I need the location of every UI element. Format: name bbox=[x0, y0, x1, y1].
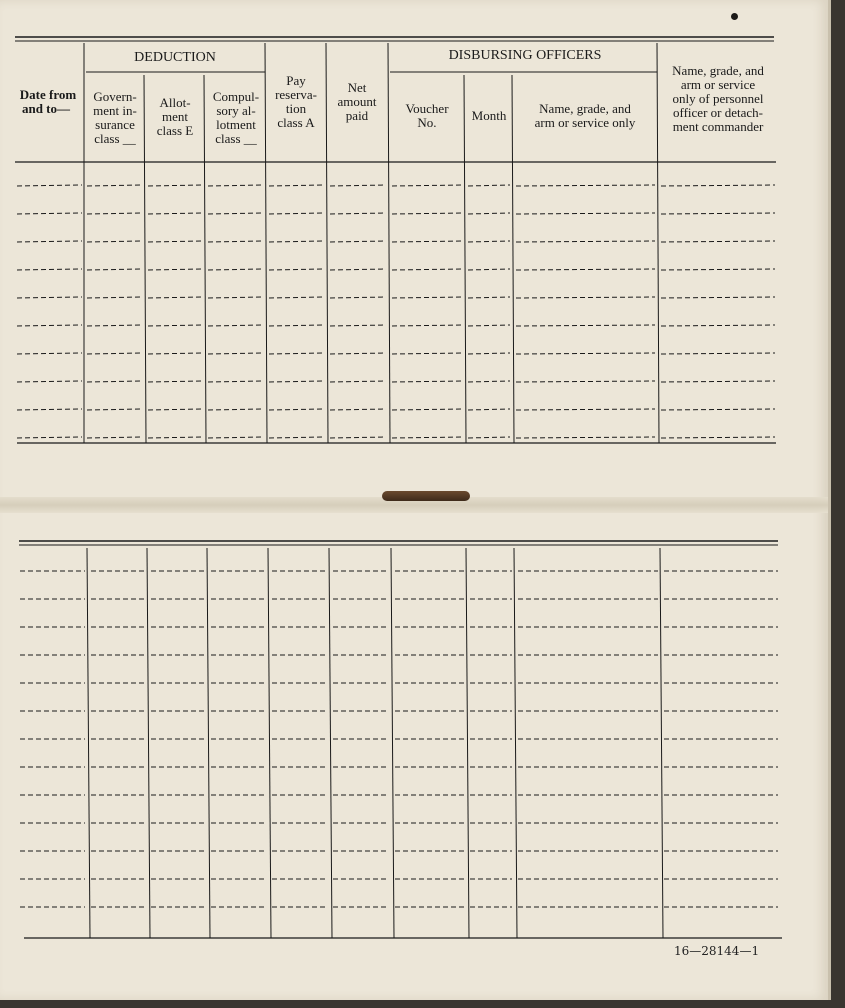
dashed-row-line bbox=[516, 213, 655, 214]
dashed-row-line bbox=[87, 325, 142, 326]
dashed-row-line bbox=[87, 297, 142, 298]
dashed-row-line bbox=[330, 381, 386, 382]
gov-ins-header-2: ment in- bbox=[93, 103, 137, 118]
top-dashed-rows bbox=[17, 185, 775, 438]
dashed-row-line bbox=[516, 241, 655, 242]
deduction-group-label: DEDUCTION bbox=[134, 50, 216, 65]
disb-name-header-2: arm or service only bbox=[534, 115, 636, 130]
personnel-header-4: officer or detach- bbox=[673, 105, 763, 120]
dashed-row-line bbox=[269, 213, 324, 214]
dashed-row-line bbox=[87, 269, 142, 270]
dashed-row-line bbox=[392, 269, 462, 270]
dashed-row-line bbox=[392, 241, 462, 242]
dashed-row-line bbox=[330, 353, 386, 354]
dashed-row-line bbox=[468, 381, 510, 382]
dashed-row-line bbox=[661, 297, 775, 298]
pay-res-header-1: Pay bbox=[286, 73, 306, 88]
dashed-row-line bbox=[661, 353, 775, 354]
dashed-row-line bbox=[661, 437, 775, 438]
dashed-row-line bbox=[17, 241, 82, 242]
dashed-row-line bbox=[330, 241, 386, 242]
pay-res-header-4: class A bbox=[277, 115, 315, 130]
dashed-row-line bbox=[269, 353, 324, 354]
dashed-row-line bbox=[392, 185, 462, 186]
dashed-row-line bbox=[392, 381, 462, 382]
net-paid-header-3: paid bbox=[345, 108, 369, 123]
dashed-row-line bbox=[661, 409, 775, 410]
dashed-row-line bbox=[269, 437, 324, 438]
dashed-row-line bbox=[148, 353, 202, 354]
dashed-row-line bbox=[468, 325, 510, 326]
dashed-row-line bbox=[148, 325, 202, 326]
dashed-row-line bbox=[17, 381, 82, 382]
dashed-row-line bbox=[516, 437, 655, 438]
dashed-row-line bbox=[269, 269, 324, 270]
dashed-row-line bbox=[148, 381, 202, 382]
dashed-row-line bbox=[661, 381, 775, 382]
gov-ins-header-1: Govern- bbox=[93, 89, 137, 104]
compul-header-2: sory al- bbox=[216, 103, 256, 118]
dashed-row-line bbox=[661, 213, 775, 214]
dashed-row-line bbox=[392, 297, 462, 298]
dashed-row-line bbox=[661, 325, 775, 326]
pay-res-header-2: reserva- bbox=[275, 87, 317, 102]
dashed-row-line bbox=[330, 437, 386, 438]
disb-name-header-1: Name, grade, and bbox=[539, 101, 631, 116]
dashed-row-line bbox=[516, 185, 655, 186]
dashed-row-line bbox=[208, 297, 263, 298]
dashed-row-line bbox=[208, 353, 263, 354]
dashed-row-line bbox=[148, 409, 202, 410]
dashed-row-line bbox=[468, 185, 510, 186]
voucher-header-1: Voucher bbox=[405, 101, 449, 116]
dashed-row-line bbox=[148, 241, 202, 242]
dashed-row-line bbox=[468, 297, 510, 298]
dashed-row-line bbox=[87, 213, 142, 214]
staple bbox=[382, 491, 470, 501]
dashed-row-line bbox=[516, 325, 655, 326]
dashed-row-line bbox=[87, 381, 142, 382]
dashed-row-line bbox=[17, 185, 82, 186]
dashed-row-line bbox=[392, 437, 462, 438]
dashed-row-line bbox=[392, 353, 462, 354]
net-paid-header-1: Net bbox=[347, 80, 367, 95]
dashed-row-line bbox=[468, 437, 510, 438]
dashed-row-line bbox=[661, 241, 775, 242]
dashed-row-line bbox=[269, 409, 324, 410]
bottom-dashed-rows bbox=[20, 571, 778, 907]
compul-header-4: class __ bbox=[215, 131, 257, 146]
dashed-row-line bbox=[17, 325, 82, 326]
dashed-row-line bbox=[17, 269, 82, 270]
dashed-row-line bbox=[392, 409, 462, 410]
compul-header-1: Compul- bbox=[212, 89, 260, 104]
dashed-row-line bbox=[269, 241, 324, 242]
dashed-row-line bbox=[392, 325, 462, 326]
net-paid-header-2: amount bbox=[337, 94, 377, 109]
dashed-row-line bbox=[269, 381, 324, 382]
dashed-row-line bbox=[330, 325, 386, 326]
dashed-row-line bbox=[661, 269, 775, 270]
header-texts bbox=[20, 48, 765, 146]
pay-res-header-3: tion bbox=[285, 101, 307, 116]
disbursing-group-label: DISBURSING OFFICERS bbox=[448, 48, 602, 63]
dashed-row-line bbox=[468, 213, 510, 214]
dashed-row-line bbox=[17, 353, 82, 354]
allot-header-3: class E bbox=[156, 123, 194, 138]
voucher-header-2: No. bbox=[417, 115, 437, 130]
dashed-row-line bbox=[17, 437, 82, 438]
ink-dot bbox=[731, 13, 738, 20]
dashed-row-line bbox=[661, 185, 775, 186]
dashed-row-line bbox=[468, 269, 510, 270]
personnel-header-5: ment commander bbox=[672, 119, 764, 134]
dashed-row-line bbox=[87, 353, 142, 354]
dashed-row-line bbox=[87, 437, 142, 438]
dashed-row-line bbox=[269, 185, 324, 186]
dashed-row-line bbox=[269, 297, 324, 298]
dashed-row-line bbox=[208, 213, 263, 214]
dashed-row-line bbox=[208, 325, 263, 326]
dashed-row-line bbox=[208, 381, 263, 382]
dashed-row-line bbox=[148, 213, 202, 214]
dashed-row-line bbox=[208, 241, 263, 242]
dashed-row-line bbox=[17, 409, 82, 410]
dashed-row-line bbox=[148, 269, 202, 270]
form-number: 16—28144—1 bbox=[674, 944, 760, 958]
dashed-row-line bbox=[330, 213, 386, 214]
dashed-row-line bbox=[330, 185, 386, 186]
dashed-row-line bbox=[148, 185, 202, 186]
dashed-row-line bbox=[330, 269, 386, 270]
dashed-row-line bbox=[468, 353, 510, 354]
dashed-row-line bbox=[87, 185, 142, 186]
dashed-row-line bbox=[269, 325, 324, 326]
date-col-header-2: and to— bbox=[21, 101, 71, 116]
dashed-row-line bbox=[208, 185, 263, 186]
dashed-row-line bbox=[516, 269, 655, 270]
dashed-row-line bbox=[330, 297, 386, 298]
personnel-header-2: arm or service bbox=[680, 77, 756, 92]
dashed-row-line bbox=[87, 241, 142, 242]
dashed-row-line bbox=[330, 409, 386, 410]
dashed-row-line bbox=[468, 409, 510, 410]
dashed-row-line bbox=[208, 409, 263, 410]
personnel-header-3: only of personnel bbox=[672, 91, 764, 106]
dashed-row-line bbox=[516, 381, 655, 382]
gov-ins-header-4: class __ bbox=[94, 131, 136, 146]
gov-ins-header-3: surance bbox=[95, 117, 135, 132]
dashed-row-line bbox=[148, 437, 202, 438]
month-header: Month bbox=[471, 108, 507, 123]
dashed-row-line bbox=[468, 241, 510, 242]
dashed-row-line bbox=[516, 353, 655, 354]
allot-header-2: ment bbox=[162, 109, 188, 124]
dashed-row-line bbox=[208, 437, 263, 438]
dashed-row-line bbox=[87, 409, 142, 410]
personnel-header-1: Name, grade, and bbox=[672, 63, 764, 78]
dashed-row-line bbox=[392, 213, 462, 214]
dashed-row-line bbox=[17, 213, 82, 214]
date-col-header-1: Date from bbox=[19, 87, 77, 102]
dashed-row-line bbox=[516, 409, 655, 410]
allot-header-1: Allot- bbox=[159, 95, 191, 110]
dashed-row-line bbox=[17, 297, 82, 298]
compul-header-3: lotment bbox=[216, 117, 256, 132]
dashed-row-line bbox=[208, 269, 263, 270]
dashed-row-line bbox=[148, 297, 202, 298]
dashed-row-line bbox=[516, 297, 655, 298]
